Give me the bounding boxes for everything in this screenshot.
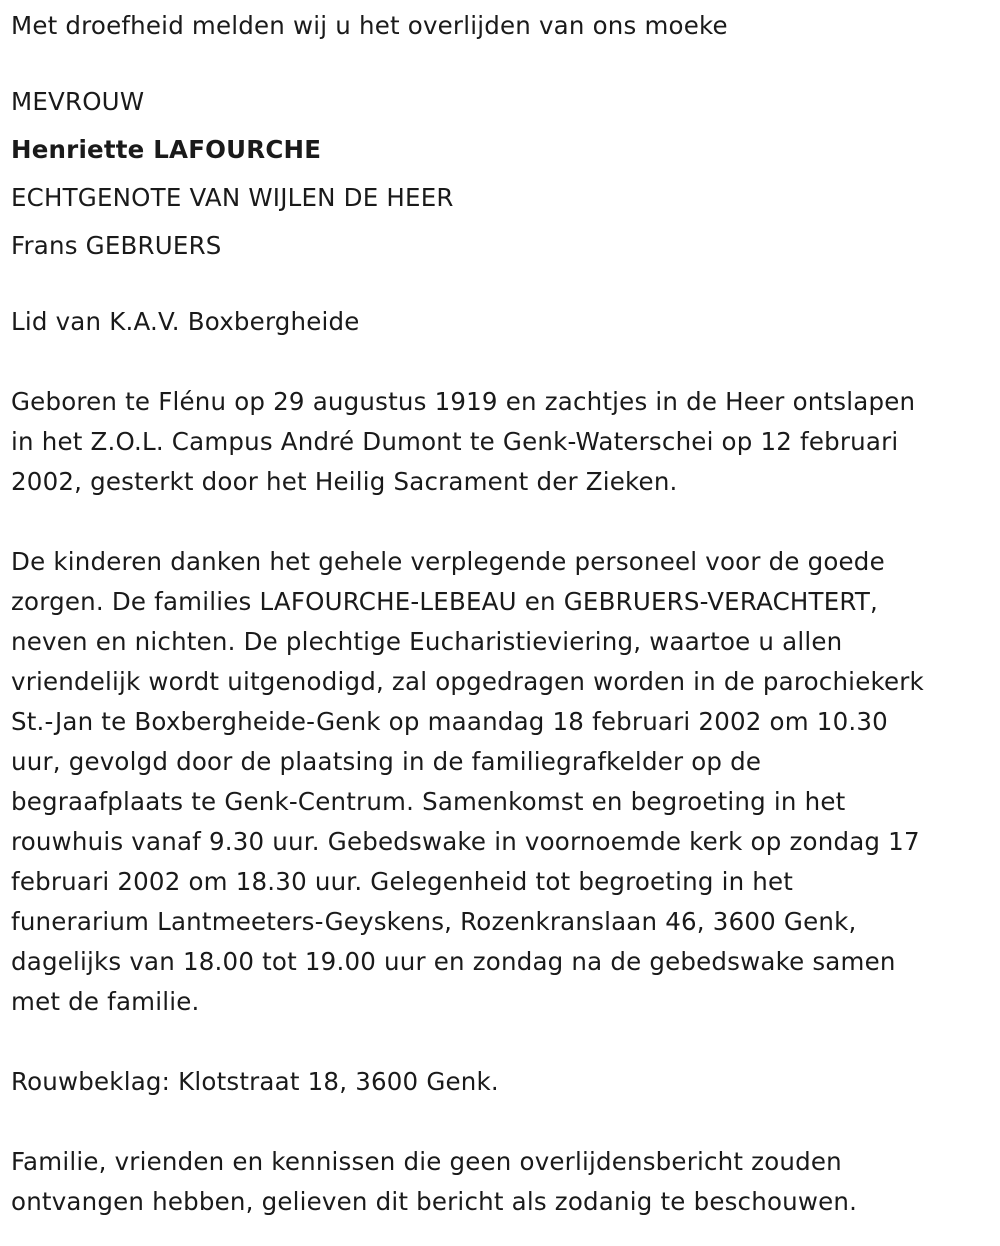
paragraph-line: St.-Jan te Boxbergheide-Genk op maandag 18 februari 2002 om 10.30 xyxy=(11,707,888,736)
deceased-name: Henriette LAFOURCHE xyxy=(11,135,322,164)
birth-death-paragraph xyxy=(11,382,991,502)
closing-paragraph xyxy=(11,1142,991,1222)
obituary-document xyxy=(11,6,991,1222)
paragraph-line: vriendelijk wordt uitgenodigd, zal opgedragen worden in de parochiekerk xyxy=(11,667,924,696)
paragraph-line: 2002, gesterkt door het Heilig Sacrament der Zieken. xyxy=(11,467,678,496)
paragraph-line: in het Z.O.L. Campus André Dumont te Genk-Waterschei op 12 februari xyxy=(11,427,899,456)
paragraph-line: begraafplaats te Genk-Centrum. Samenkomst en begroeting in het xyxy=(11,787,846,816)
honorific: MEVROUW xyxy=(11,87,145,116)
paragraph-line: funerarium Lantmeeters-Geyskens, Rozenkranslaan 46, 3600 Genk, xyxy=(11,907,857,936)
membership-text: Lid van K.A.V. Boxbergheide xyxy=(11,307,360,336)
paragraph-line: ontvangen hebben, gelieven dit bericht als zodanig te beschouwen. xyxy=(11,1187,858,1216)
intro-text: Met droefheid melden wij u het overlijden van ons moeke xyxy=(11,11,728,40)
paragraph-line: rouwhuis vanaf 9.30 uur. Gebedswake in voornoemde kerk op zondag 17 xyxy=(11,827,920,856)
paragraph-line: met de familie. xyxy=(11,987,200,1016)
paragraph-line: dagelijks van 18.00 tot 19.00 uur en zondag na de gebedswake samen xyxy=(11,947,896,976)
spouse-name: Frans GEBRUERS xyxy=(11,231,222,260)
ceremony-paragraph xyxy=(11,542,991,1022)
spouse-label: ECHTGENOTE VAN WIJLEN DE HEER xyxy=(11,183,454,212)
paragraph-line: neven en nichten. De plechtige Eucharistieviering, waartoe u allen xyxy=(11,627,843,656)
paragraph-line: februari 2002 om 18.30 uur. Gelegenheid tot begroeting in het xyxy=(11,867,794,896)
paragraph-line: De kinderen danken het gehele verplegende personeel voor de goede xyxy=(11,547,885,576)
paragraph-line: zorgen. De families LAFOURCHE-LEBEAU en GEBRUERS-VERACHTERT, xyxy=(11,587,878,616)
condolence-address: Rouwbeklag: Klotstraat 18, 3600 Genk. xyxy=(11,1067,499,1096)
paragraph-line: Familie, vrienden en kennissen die geen overlijdensbericht zouden xyxy=(11,1147,842,1176)
paragraph-line: Geboren te Flénu op 29 augustus 1919 en zachtjes in de Heer ontslapen xyxy=(11,387,916,416)
paragraph-line: uur, gevolgd door de plaatsing in de familiegrafkelder op de xyxy=(11,747,762,776)
